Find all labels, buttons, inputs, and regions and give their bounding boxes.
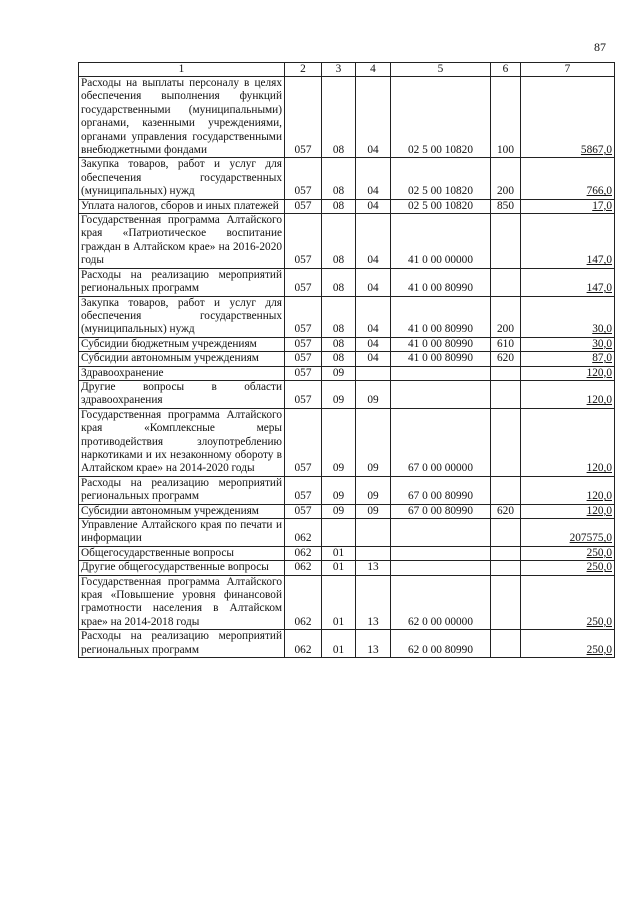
row-subsection: 09: [356, 476, 391, 504]
table-row: [79, 352, 615, 366]
row-section: 08: [322, 158, 356, 199]
amount-value: 207575,0: [569, 532, 612, 545]
row-amount: [521, 214, 615, 269]
row-admin-code: 057: [285, 158, 322, 199]
row-expense-type: [491, 214, 521, 269]
row-amount: [521, 296, 615, 337]
amount-value: 250,0: [586, 546, 612, 559]
row-target-article: 67 0 00 80990: [391, 476, 491, 504]
row-target-article: [391, 366, 491, 380]
row-name: Другие общегосударственные вопросы: [79, 561, 285, 575]
table-row: [79, 630, 615, 658]
table-row: [79, 214, 615, 269]
row-amount: [521, 268, 615, 296]
row-subsection: 09: [356, 504, 391, 518]
row-section: 08: [322, 337, 356, 351]
row-section: 08: [322, 268, 356, 296]
header-cell: 1: [79, 63, 285, 77]
row-section: 09: [322, 476, 356, 504]
table-row: [79, 561, 615, 575]
row-expense-type: 850: [491, 199, 521, 213]
table-row: [79, 77, 615, 158]
row-target-article: 41 0 00 80990: [391, 296, 491, 337]
row-subsection: 04: [356, 158, 391, 199]
row-section: 09: [322, 366, 356, 380]
row-amount: [521, 337, 615, 351]
row-admin-code: 057: [285, 214, 322, 269]
row-target-article: 02 5 00 10820: [391, 158, 491, 199]
header-cell: 5: [391, 63, 491, 77]
row-section: 01: [322, 561, 356, 575]
amount-value: 120,0: [586, 490, 612, 503]
amount-value: 250,0: [586, 561, 612, 574]
row-subsection: 13: [356, 561, 391, 575]
row-subsection: 04: [356, 337, 391, 351]
row-subsection: [356, 546, 391, 560]
table-row: [79, 366, 615, 380]
row-amount: [521, 77, 615, 158]
row-expense-type: 620: [491, 504, 521, 518]
row-admin-code: 057: [285, 476, 322, 504]
row-amount: [521, 366, 615, 380]
row-expense-type: [491, 476, 521, 504]
table-row: [79, 519, 615, 547]
row-name: Другие вопросы в области здравоохранения: [79, 380, 285, 408]
row-section: 08: [322, 77, 356, 158]
row-section: [322, 519, 356, 547]
row-target-article: 67 0 00 00000: [391, 408, 491, 476]
row-amount: [521, 630, 615, 658]
row-expense-type: [491, 575, 521, 630]
row-subsection: [356, 366, 391, 380]
row-admin-code: 062: [285, 519, 322, 547]
amount-value: 120,0: [586, 394, 612, 407]
row-target-article: [391, 561, 491, 575]
row-amount: [521, 546, 615, 560]
header-cell: 4: [356, 63, 391, 77]
row-target-article: 02 5 00 10820: [391, 199, 491, 213]
row-expense-type: [491, 519, 521, 547]
amount-value: 147,0: [586, 282, 612, 295]
row-name: Субсидии автономным учреждениям: [79, 352, 285, 366]
row-subsection: 04: [356, 268, 391, 296]
row-admin-code: 062: [285, 561, 322, 575]
row-amount: [521, 352, 615, 366]
row-admin-code: 057: [285, 408, 322, 476]
row-section: 08: [322, 296, 356, 337]
row-section: 01: [322, 546, 356, 560]
row-expense-type: 100: [491, 77, 521, 158]
table-row: [79, 337, 615, 351]
row-name: Здравоохранение: [79, 366, 285, 380]
row-admin-code: 062: [285, 575, 322, 630]
row-name: Уплата налогов, сборов и иных платежей: [79, 199, 285, 213]
row-target-article: [391, 546, 491, 560]
row-amount: [521, 408, 615, 476]
header-cell: 6: [491, 63, 521, 77]
row-subsection: 09: [356, 380, 391, 408]
row-admin-code: 057: [285, 337, 322, 351]
row-amount: [521, 519, 615, 547]
row-amount: [521, 476, 615, 504]
row-name: Расходы на реализацию мероприятий региональных программ: [79, 630, 285, 658]
table-row: [79, 546, 615, 560]
row-expense-type: [491, 366, 521, 380]
row-subsection: 04: [356, 77, 391, 158]
row-amount: [521, 561, 615, 575]
row-admin-code: 057: [285, 352, 322, 366]
row-admin-code: 057: [285, 504, 322, 518]
row-admin-code: 062: [285, 546, 322, 560]
table-row: [79, 476, 615, 504]
amount-value: 30,0: [592, 337, 612, 350]
row-name: Общегосударственные вопросы: [79, 546, 285, 560]
row-target-article: 41 0 00 80990: [391, 337, 491, 351]
row-section: 08: [322, 214, 356, 269]
row-name: Субсидии автономным учреждениям: [79, 504, 285, 518]
row-admin-code: 057: [285, 380, 322, 408]
row-admin-code: 057: [285, 199, 322, 213]
row-admin-code: 057: [285, 268, 322, 296]
row-section: 08: [322, 352, 356, 366]
row-section: 09: [322, 380, 356, 408]
row-subsection: 04: [356, 352, 391, 366]
table-row: [79, 380, 615, 408]
row-subsection: 04: [356, 296, 391, 337]
row-subsection: 09: [356, 408, 391, 476]
table-row: [79, 199, 615, 213]
row-target-article: 62 0 00 80990: [391, 630, 491, 658]
row-expense-type: [491, 630, 521, 658]
row-name: Закупка товаров, работ и услуг для обеспечения государственных (муниципальных) нужд: [79, 158, 285, 199]
table-row: [79, 575, 615, 630]
row-name: Субсидии бюджетным учреждениям: [79, 337, 285, 351]
row-name: Расходы на реализацию мероприятий региональных программ: [79, 268, 285, 296]
page-number: 87: [594, 40, 606, 54]
row-name: Расходы на реализацию мероприятий региональных программ: [79, 476, 285, 504]
row-name: Государственная программа Алтайского края «Повышение уровня финансовой грамотности населения в Алтайском крае» на 2014-2018 годы: [79, 575, 285, 630]
row-expense-type: [491, 268, 521, 296]
amount-value: 5867,0: [580, 144, 612, 157]
row-expense-type: [491, 561, 521, 575]
row-expense-type: 620: [491, 352, 521, 366]
row-amount: [521, 575, 615, 630]
row-section: 01: [322, 575, 356, 630]
header-row: [79, 63, 615, 77]
row-expense-type: 200: [491, 158, 521, 199]
header-cell: 3: [322, 63, 356, 77]
row-target-article: 41 0 00 80990: [391, 268, 491, 296]
budget-table: [78, 62, 615, 658]
row-amount: [521, 158, 615, 199]
row-subsection: 13: [356, 630, 391, 658]
row-target-article: 02 5 00 10820: [391, 77, 491, 158]
row-admin-code: 062: [285, 630, 322, 658]
row-target-article: [391, 380, 491, 408]
table-row: [79, 158, 615, 199]
amount-value: 120,0: [586, 366, 612, 379]
table-row: [79, 268, 615, 296]
row-target-article: 67 0 00 80990: [391, 504, 491, 518]
row-expense-type: 610: [491, 337, 521, 351]
row-expense-type: [491, 380, 521, 408]
header-cell: 7: [521, 63, 615, 77]
row-admin-code: 057: [285, 366, 322, 380]
row-name: Государственная программа Алтайского края «Комплексные меры противодействия злоупотреблению наркотиками и их незаконному обороту в Алтайском крае» на 2014-2020 годы: [79, 408, 285, 476]
row-subsection: [356, 519, 391, 547]
amount-value: 250,0: [586, 615, 612, 628]
row-name: Закупка товаров, работ и услуг для обеспечения государственных (муниципальных) нужд: [79, 296, 285, 337]
row-section: 01: [322, 630, 356, 658]
row-admin-code: 057: [285, 296, 322, 337]
amount-value: 120,0: [586, 462, 612, 475]
row-section: 09: [322, 408, 356, 476]
row-target-article: 62 0 00 00000: [391, 575, 491, 630]
row-expense-type: [491, 408, 521, 476]
table-row: [79, 408, 615, 476]
row-amount: [521, 504, 615, 518]
table-row: [79, 296, 615, 337]
row-target-article: [391, 519, 491, 547]
row-expense-type: [491, 546, 521, 560]
row-name: Государственная программа Алтайского края «Патриотическое воспитание граждан в Алтайском крае» на 2016-2020 годы: [79, 214, 285, 269]
table-row: [79, 504, 615, 518]
row-name: Управление Алтайского края по печати и информации: [79, 519, 285, 547]
amount-value: 17,0: [592, 199, 612, 212]
amount-value: 766,0: [586, 185, 612, 198]
row-subsection: 04: [356, 199, 391, 213]
row-target-article: 41 0 00 80990: [391, 352, 491, 366]
row-admin-code: 057: [285, 77, 322, 158]
row-name: Расходы на выплаты персоналу в целях обеспечения выполнения функций государственными (муниципальными) органами, казенными учреждениями, органами управления государственными внебюджетными фондами: [79, 77, 285, 158]
header-cell: 2: [285, 63, 322, 77]
amount-value: 250,0: [586, 643, 612, 656]
row-subsection: 13: [356, 575, 391, 630]
amount-value: 147,0: [586, 254, 612, 267]
row-target-article: 41 0 00 00000: [391, 214, 491, 269]
row-subsection: 04: [356, 214, 391, 269]
row-section: 08: [322, 199, 356, 213]
row-section: 09: [322, 504, 356, 518]
row-expense-type: 200: [491, 296, 521, 337]
amount-value: 30,0: [592, 323, 612, 336]
row-amount: [521, 380, 615, 408]
amount-value: 120,0: [586, 504, 612, 517]
row-amount: [521, 199, 615, 213]
amount-value: 87,0: [592, 352, 612, 365]
